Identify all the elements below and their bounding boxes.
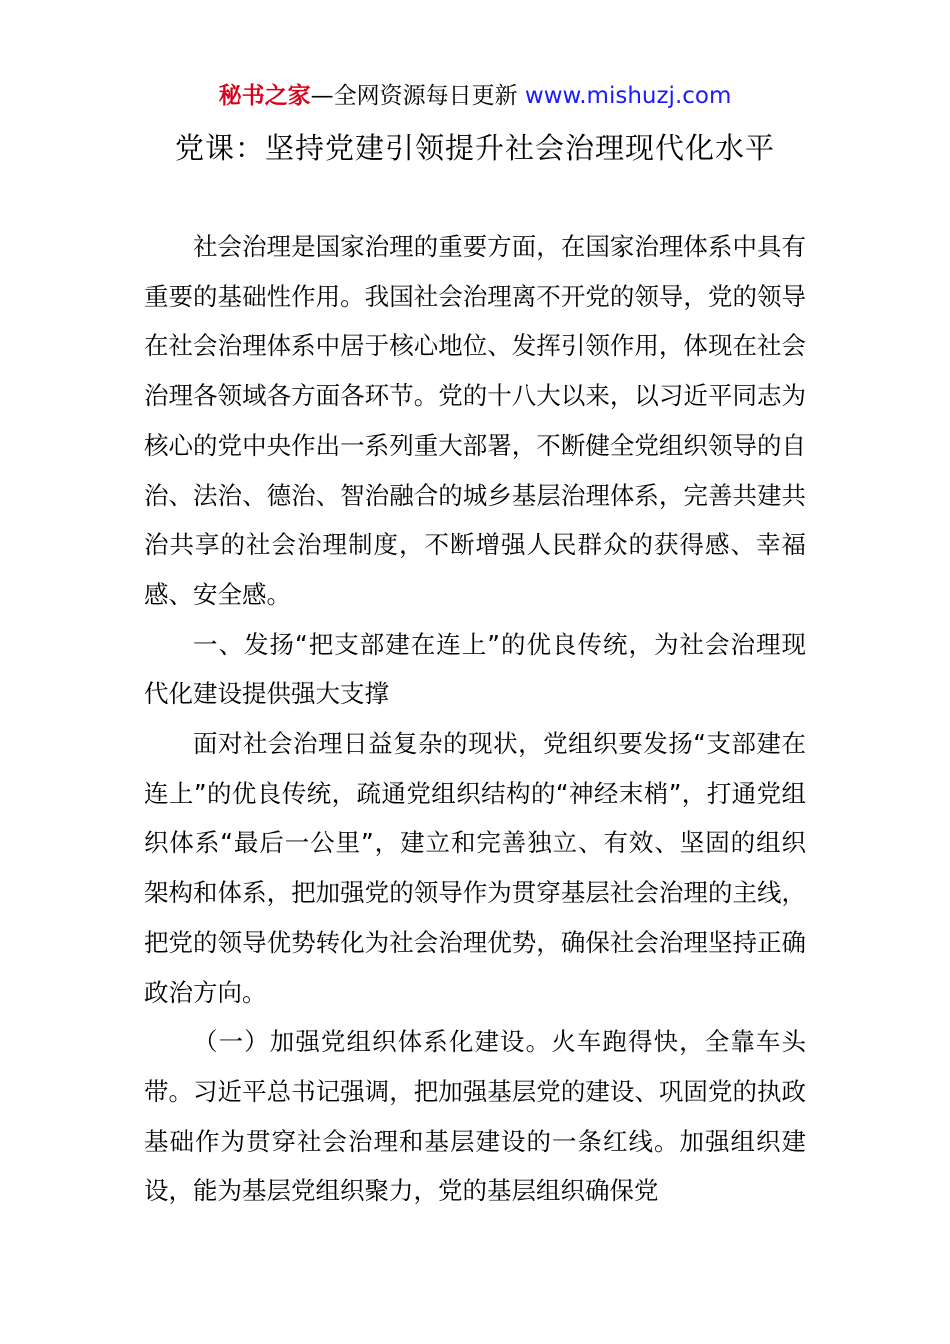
paragraph-subsection-1: （一）加强党组织体系化建设。火车跑得快，全靠车头带。习近平总书记强调，把加强基层党的建设、巩固党的执政基础作为贯穿社会治理和基层建设的一条红线。加强组织建设，能为基层党组织聚力，党的基层组织确保党 [144, 1027, 806, 1206]
paragraph-intro: 社会治理是国家治理的重要方面，在国家治理体系中具有重要的基础性作用。我国社会治理离不开党的领导，党的领导在社会治理体系中居于核心地位、发挥引领作用，体现在社会治理各领域各方面各环节。党的十八大以来，以习近平同志为核心的党中央作出一系列重大部署，不断健全党组织领导的自治、法治、德治、智治融合的城乡基层治理体系，完善共建共治共享的社会治理制度，不断增强人民群众的获得感、幸福感、安全感。 [144, 232, 806, 609]
site-brand: 秘书之家 [218, 83, 311, 109]
section-heading-1: 一、发扬“把支部建在连上”的优良传统，为社会治理现代化建设提供强大支撑 [144, 629, 806, 709]
paragraph-section-1: 面对社会治理日益复杂的现状，党组织要发扬“支部建在连上”的优良传统，疏通党组织结构的“神经末梢”，打通党组织体系“最后一公里”，建立和完善独立、有效、坚固的组织架构和体系，把加强党的领导作为贯穿基层社会治理的主线，把党的领导优势转化为社会治理优势，确保社会治理坚持正确政治方向。 [144, 729, 806, 1007]
site-url-link[interactable]: www.mishuzj.com [524, 83, 732, 109]
site-header [0, 80, 950, 112]
document-title: 党课：坚持党建引领提升社会治理现代化水平 [174, 131, 775, 165]
site-tagline: —全网资源每日更新 [310, 83, 518, 109]
document-body [144, 222, 806, 1216]
